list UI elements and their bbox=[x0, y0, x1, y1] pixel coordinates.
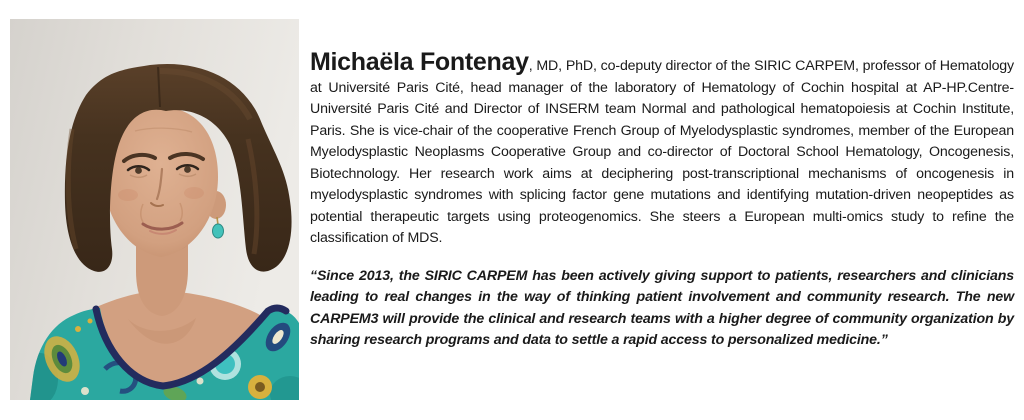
quote-paragraph: “Since 2013, the SIRIC CARPEM has been actively giving support to patients, researchers and clinicians leading to real changes in the way of thinking patient involvement and community research. The new CARPEM3 will provide the clinical and research teams with a higher degree of community organization by sharing research programs and data to settle a rapid access to personalized medicine.” bbox=[310, 267, 1014, 348]
portrait-photo bbox=[10, 19, 299, 400]
bio-paragraph bbox=[310, 48, 1014, 250]
person-name: Michaëla Fontenay bbox=[310, 48, 529, 76]
bio-section bbox=[310, 48, 1014, 352]
bio-description: , MD, PhD, co-deputy director of the SIRIC CARPEM, professor of Hematology at Université Paris Cité, head manager of the laboratory of Hematology of Cochin hospital at AP-HP.Centre- Université Paris Cité and Director of INSERM team Normal and pathological hematopoiesis at Cochin Institute, Paris. She is vice-chair of the cooperative French Group of Myelodysplastic syndromes, member of the European Myelodysplastic Neoplasms Cooperative Group and co-director of Doctoral School Hematology, Oncogenesis, Biotechnology. Her research work aims at deciphering post-transcriptional mechanisms of oncogenesis in myelodysplastic syndromes with splicing factor gene mutations and identifying mutation-driven neopeptides as potential therapeutic targets using proteogenomics. She steers a European multi-omics study to refine the classification of MDS. bbox=[310, 58, 1014, 246]
portrait-illustration bbox=[10, 19, 299, 400]
